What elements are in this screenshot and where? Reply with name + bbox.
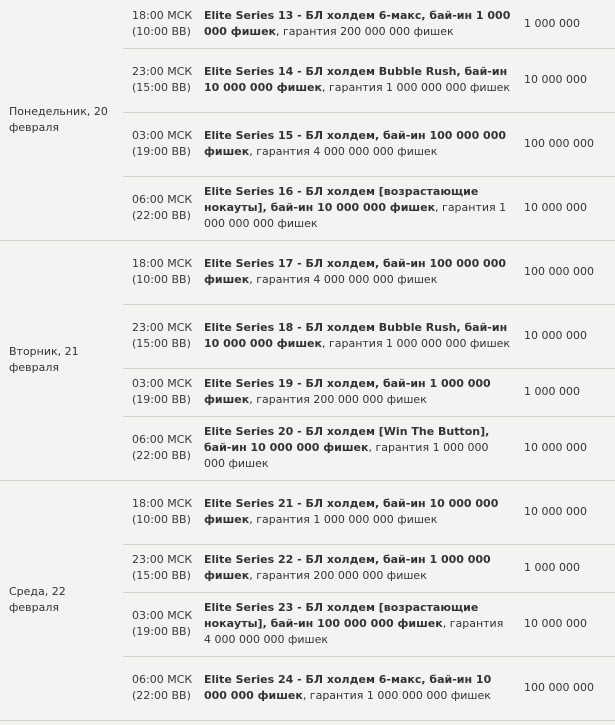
time-msk: 03:00 МСК <box>132 609 193 622</box>
time-et: (10:00 ВВ) <box>132 513 191 526</box>
time-msk: 06:00 МСК <box>132 193 193 206</box>
time-msk: 03:00 МСК <box>132 129 193 142</box>
time-et: (15:00 ВВ) <box>132 81 191 94</box>
time-msk: 23:00 МСК <box>132 553 193 566</box>
event-buyin: 10 000 000 <box>516 416 615 480</box>
column-gap <box>114 240 123 480</box>
time-et: (10:00 ВВ) <box>132 273 191 286</box>
time-et: (22:00 ВВ) <box>132 209 191 222</box>
event-time <box>123 48 204 112</box>
time-et: (15:00 ВВ) <box>132 337 191 350</box>
event-guarantee: , гарантия 200 000 000 фишек <box>276 24 454 38</box>
event-guarantee: , гарантия 1 000 000 000 фишек <box>321 81 511 94</box>
event-buyin: 1 000 000 <box>516 0 615 48</box>
event-time <box>123 416 204 480</box>
event-time <box>123 304 204 368</box>
event-guarantee: , гарантия 4 000 000 000 фишек <box>249 273 438 286</box>
time-et: (15:00 ВВ) <box>132 569 191 582</box>
event-description <box>204 656 516 720</box>
event-time <box>123 176 204 240</box>
time-et: (22:00 ВВ) <box>132 449 191 462</box>
event-description <box>204 544 516 592</box>
event-time <box>123 480 204 544</box>
event-name: Elite Series 16 - БЛ холдем [возрастающие нокауты], бай-ин 10 000 000 фишек <box>204 185 479 214</box>
day-label: Среда, 22 февраля <box>0 480 114 720</box>
time-et: (22:00 ВВ) <box>132 689 191 702</box>
event-guarantee: , гарантия 4 000 000 000 фишек <box>249 145 438 158</box>
event-description <box>204 48 516 112</box>
column-gap <box>114 0 123 240</box>
event-time <box>123 544 204 592</box>
column-gap <box>114 480 123 720</box>
event-time <box>123 112 204 176</box>
event-guarantee: , гарантия 1 000 000 000 фишек <box>249 513 438 526</box>
event-time <box>123 592 204 656</box>
event-buyin: 100 000 000 <box>516 240 615 304</box>
event-description <box>204 304 516 368</box>
event-description <box>204 0 516 48</box>
event-time <box>123 240 204 304</box>
event-name: Elite Series 13 - БЛ холдем 6-макс, бай-ин 1 000 000 фишек <box>204 8 511 38</box>
time-msk: 06:00 МСК <box>132 673 193 686</box>
event-name: Elite Series 21 - БЛ холдем, бай-ин 10 000 000 фишек <box>204 497 499 526</box>
event-buyin: 10 000 000 <box>516 480 615 544</box>
event-name: Elite Series 24 - БЛ холдем 6-макс, бай-ин 10 000 000 фишек <box>204 673 492 702</box>
event-buyin: 10 000 000 <box>516 592 615 656</box>
event-row <box>0 240 615 304</box>
time-msk: 06:00 МСК <box>132 433 193 446</box>
event-name: Elite Series 15 - БЛ холдем, бай-ин 100 000 000 фишек <box>204 129 507 158</box>
event-name: Elite Series 17 - БЛ холдем, бай-ин 100 000 000 фишек <box>204 257 507 286</box>
event-description <box>204 176 516 240</box>
day-label: Вторник, 21 февраля <box>0 240 114 480</box>
time-msk: 03:00 МСК <box>132 377 193 390</box>
event-buyin: 100 000 000 <box>516 112 615 176</box>
time-et: (19:00 ВВ) <box>132 145 191 158</box>
time-msk: 23:00 МСК <box>132 321 193 334</box>
event-guarantee: , гарантия 200 000 000 фишек <box>249 393 427 406</box>
event-name: Elite Series 20 - БЛ холдем [Win The Button], бай-ин 10 000 000 фишек <box>204 425 490 454</box>
event-description <box>204 416 516 480</box>
event-description <box>204 112 516 176</box>
event-buyin: 10 000 000 <box>516 304 615 368</box>
event-guarantee: , гарантия 1 000 000 000 фишек <box>204 201 507 230</box>
event-row <box>0 480 615 544</box>
event-time <box>123 656 204 720</box>
event-buyin: 10 000 000 <box>516 48 615 112</box>
event-buyin: 100 000 000 <box>516 656 615 720</box>
event-guarantee: , гарантия 4 000 000 000 фишек <box>204 617 504 646</box>
event-row <box>0 0 615 48</box>
day-label: Понедельник, 20 февраля <box>0 0 114 240</box>
event-guarantee: , гарантия 200 000 000 фишек <box>249 569 427 582</box>
event-name: Elite Series 22 - БЛ холдем, бай-ин 1 000 000 фишек <box>204 553 491 582</box>
time-et: (10:00 ВВ) <box>132 24 191 38</box>
time-et: (19:00 ВВ) <box>132 625 191 638</box>
event-guarantee: , гарантия 1 000 000 000 фишек <box>302 689 491 702</box>
event-name: Elite Series 19 - БЛ холдем, бай-ин 1 000 000 фишек <box>204 377 491 406</box>
event-buyin: 1 000 000 <box>516 368 615 416</box>
time-msk: 18:00 МСК <box>132 8 193 22</box>
event-name: Elite Series 14 - БЛ холдем Bubble Rush, бай-ин 10 000 000 фишек <box>204 65 508 94</box>
event-description <box>204 240 516 304</box>
time-msk: 18:00 МСК <box>132 497 193 510</box>
event-description <box>204 592 516 656</box>
time-et: (19:00 ВВ) <box>132 393 191 406</box>
event-name: Elite Series 18 - БЛ холдем Bubble Rush, бай-ин 10 000 000 фишек <box>204 321 508 350</box>
event-time <box>123 368 204 416</box>
event-guarantee: , гарантия 1 000 000 000 фишек <box>204 441 489 470</box>
event-name: Elite Series 23 - БЛ холдем [возрастающие нокауты], бай-ин 100 000 000 фишек <box>204 601 479 630</box>
event-description <box>204 368 516 416</box>
event-description <box>204 480 516 544</box>
event-guarantee: , гарантия 1 000 000 000 фишек <box>321 337 511 350</box>
event-time <box>123 0 204 48</box>
event-buyin: 1 000 000 <box>516 544 615 592</box>
time-msk: 23:00 МСК <box>132 65 193 78</box>
event-buyin: 10 000 000 <box>516 176 615 240</box>
time-msk: 18:00 МСК <box>132 257 193 270</box>
